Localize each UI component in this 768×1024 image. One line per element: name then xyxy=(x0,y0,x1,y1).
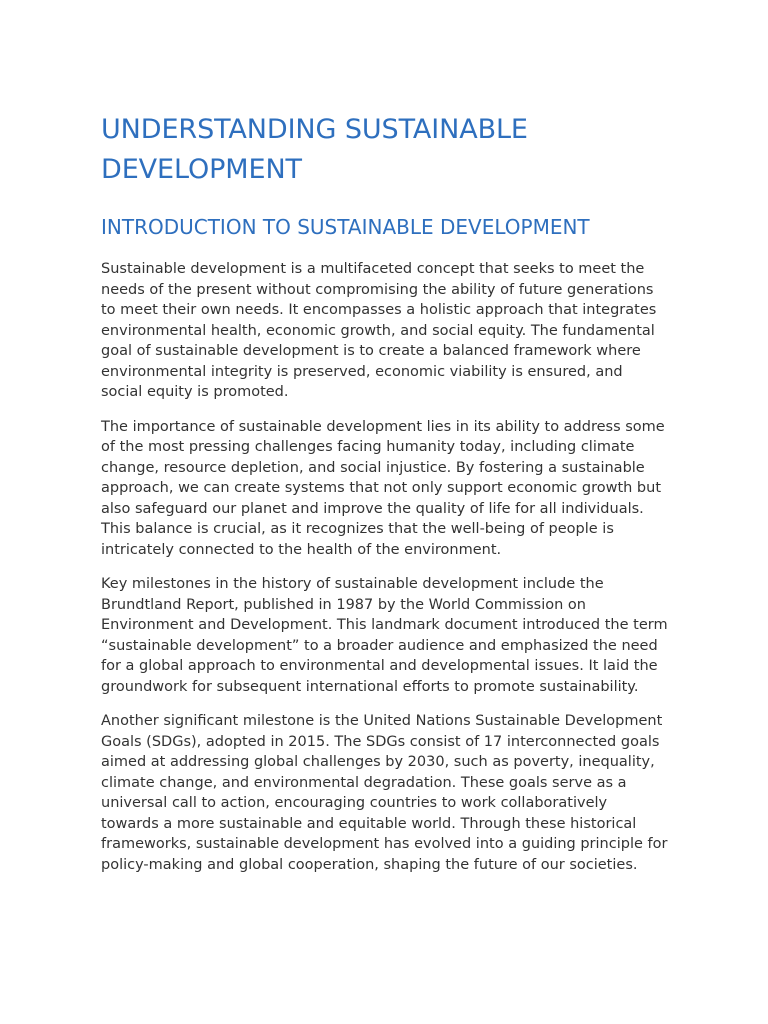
document-title: UNDERSTANDING SUSTAINABLE DEVELOPMENT xyxy=(101,114,528,185)
paragraph-importance: The importance of sustainable development lies in its ability to address some of the most pressing challenges facing humanity today, including climate change, resource depletion, and social injustice. By fostering a sustainable approach, we can create systems that not only support economic growth but also safeguard our planet and improve the quality of life for all individuals. This balance is crucial, as it recognizes that the well-being of people is intricately connected to the health of the environment. xyxy=(101,418,665,558)
paragraph-sdgs: Another significant milestone is the United Nations Sustainable Development Goals (SDGs), adopted in 2015. The SDGs consist of 17 interconnected goals aimed at addressing global challenges by 2030, such as poverty, inequality, climate change, and environmental degradation. These goals serve as a universal call to action, encouraging countries to work collaboratively towards a more sustainable and equitable world. Through these historical frameworks, sustainable development has evolved into a guiding principle for policy-making and global cooperation, shaping the future of our societies. xyxy=(101,713,668,873)
paragraph-brundtland: Key milestones in the history of sustainable development include the Brundtland Report, published in 1987 by the World Commission on Environment and Development. This landmark document introduced the term “sustainable development” to a broader audience and emphasized the need for a global approach to environmental and developmental issues. It laid the groundwork for subsequent international efforts to promote sustainability. xyxy=(101,576,668,695)
section-heading: INTRODUCTION TO SUSTAINABLE DEVELOPMENT xyxy=(101,215,590,239)
paragraph-definition: Sustainable development is a multifaceted concept that seeks to meet the needs of the present without compromising the ability of future generations to meet their own needs. It encompasses a holistic approach that integrates environmental health, economic growth, and social equity. The fundamental goal of sustainable development is to create a balanced framework where environmental integrity is preserved, economic viability is ensured, and social equity is promoted. xyxy=(101,261,657,400)
